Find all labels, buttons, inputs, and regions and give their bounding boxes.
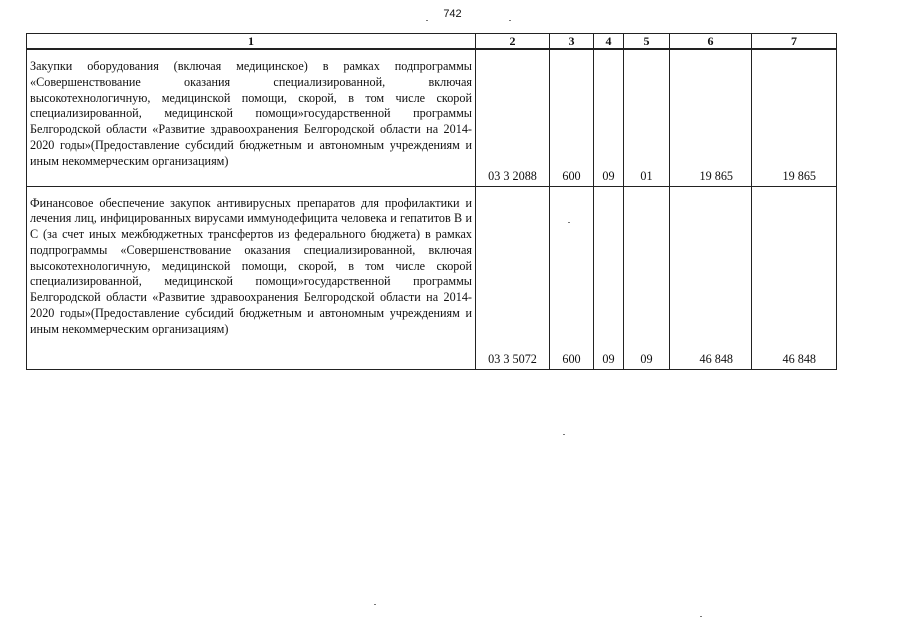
- row-col5: 09: [624, 186, 670, 369]
- row-code: 03 3 5072: [476, 186, 550, 369]
- budget-table: [26, 33, 837, 370]
- scan-speck: [563, 434, 565, 435]
- row-col5: 01: [624, 49, 670, 186]
- header-row: [27, 34, 837, 50]
- row-col4: 09: [594, 186, 624, 369]
- row-col7: 19 865: [752, 49, 837, 186]
- row-description: Финансовое обеспечение закупок антивирусных препаратов для профилактики и лечения лиц, инфицированных вирусами иммунодефицита человека и гепатитов В и С (за счет иных межбюджетных трансфертов из федерального бюджета) в рамках подпрограммы «Совершенствование оказания специализированной, включая высокотехнологичную, медицинской помощи, скорой, в том числе скорой специализированной, медицинской помощи»государственной программы Белгородской области «Развитие здравоохранения Белгородской области на 2014-2020 годы»(Предоставление субсидий бюджетным и автономным учреждениям и иным некоммерческим организациям): [27, 186, 476, 369]
- column-header-4: 4: [594, 34, 624, 50]
- table-row: [27, 186, 837, 369]
- row-code: 03 3 2088: [476, 49, 550, 186]
- row-col6: 46 848: [670, 186, 752, 369]
- column-header-6: 6: [670, 34, 752, 50]
- column-header-2: 2: [476, 34, 550, 50]
- row-col7: 46 848: [752, 186, 837, 369]
- scan-speck: [700, 616, 702, 617]
- scan-speck: [568, 222, 570, 223]
- scan-speck: [509, 20, 511, 21]
- column-header-7: 7: [752, 34, 837, 50]
- row-description: Закупки оборудования (включая медицинское) в рамках подпрограммы «Совершенствование оказания специализированной, включая высокотехнологичную, медицинской помощи, скорой, в том числе скорой специализированной, медицинской помощи»государственной программы Белгородской области «Развитие здравоохранения Белгородской области на 2014-2020 годы»(Предоставление субсидий бюджетным и автономным учреждениям и иным некоммерческим организациям): [27, 49, 476, 186]
- row-col3: 600: [550, 49, 594, 186]
- scan-speck: [374, 604, 376, 605]
- row-col4: 09: [594, 49, 624, 186]
- scan-speck: [426, 20, 428, 21]
- column-header-5: 5: [624, 34, 670, 50]
- row-col3: 600: [550, 186, 594, 369]
- column-header-3: 3: [550, 34, 594, 50]
- column-header-1: 1: [27, 34, 476, 50]
- row-col6: 19 865: [670, 49, 752, 186]
- table-row: [27, 49, 837, 186]
- page-number: 742: [443, 8, 462, 20]
